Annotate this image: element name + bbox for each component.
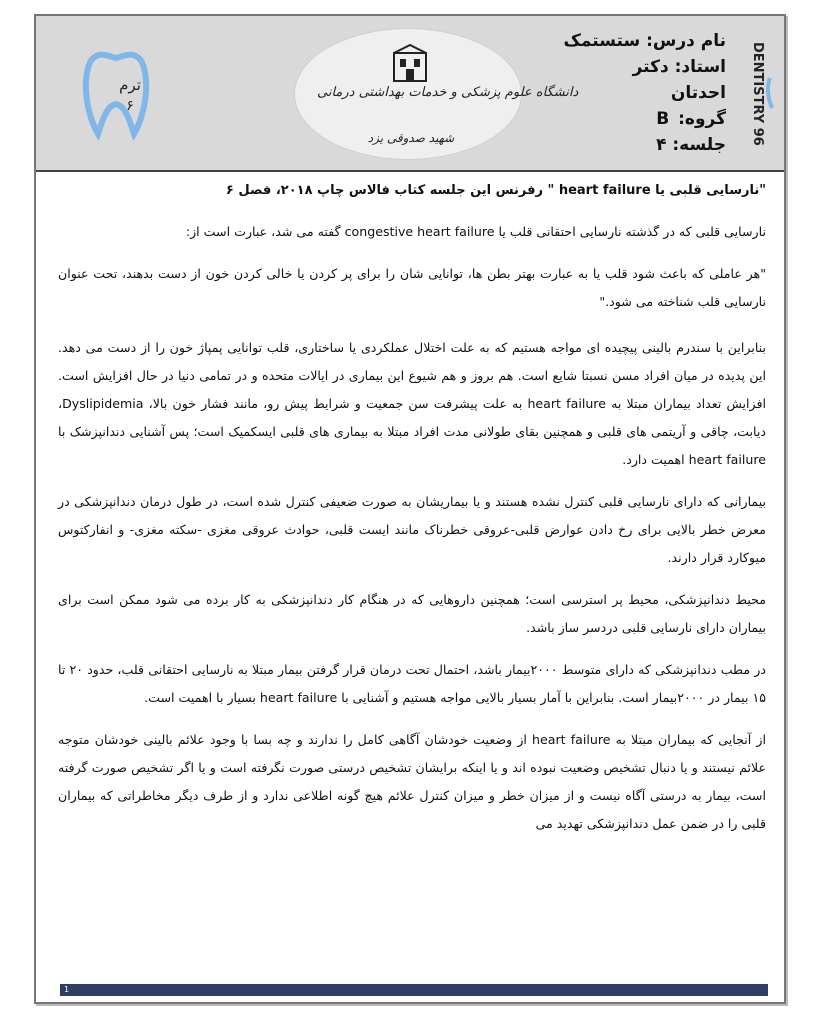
teacher-name: احدتان: [670, 83, 726, 103]
paragraph-statistics: در مطب دندانپزشکی که دارای متوسط ۲۰۰۰بیمار باشد، احتمال تحت درمان قرار گرفتن بیمار مبتلا به نارسایی احتقانی قلب، حدود ۲۰ تا ۱۵ بیمار در ۲۰۰۰بیمار است. بنابراین با آمار بسیار بالایی مواجه هستیم و آشنایی با heart failure بسیار با اهمیت است.: [58, 662, 766, 705]
paragraph-definition-intro: نارسایی قلبی که در گذشته نارسایی احتقانی قلب یا congestive heart failure گفته می شد، عبارت است از:: [185, 224, 766, 239]
paragraph-dental-environment: محیط دندانپزشکی، محیط پر استرسی است؛ همچنین داروهایی که در هنگام کار دندانپزشکی به کار برده می شود ممکن است برای بیماران دارای نارسایی قلبی دردسر ساز باشد.: [58, 592, 766, 635]
university-logo: [294, 28, 579, 160]
group-label: گروه: B: [656, 109, 726, 129]
page-header: [36, 16, 784, 172]
paragraph-uncontrolled-patients: بیمارانی که دارای نارسایی قلبی کنترل نشده هستند و یا بیماریشان به صورت ضعیفی کنترل شده است، در طول درمان دندانپزشکی در معرض خطر بالایی برای رخ دادن عوارض قلبی-عروقی خطرناک مانند ایست قلبی، حوادث عروقی مغزی -سکته مغزی- و انفارکتوس میوکارد قرار دارند.: [58, 494, 766, 565]
page-number: 1: [64, 985, 70, 994]
footer-bar: [60, 984, 768, 996]
document-body: [58, 180, 766, 852]
paragraph-clinical-syndrome: بنابراین با سندرم بالینی پیچیده ای مواجه هستیم که به علت اختلال عملکردی یا ساختاری، قلب توانایی پمپاژ خون را از دست می دهد. این پدیده در میان افراد مسن نسبتا شایع است. هم بروز و هم شیوع این بیماری در ایالات متحده و در تمامی دنیا در حال افزایش است. افزایش تعداد بیماران مبتلا به heart failure به علت پیشرفت سن جمعیت و شرایط پیش رو، مانند فشار خون بالا، Dyslipidemia، دیابت، چاقی و آریتمی های قلبی و همچنین بقای طولانی مدت افراد مبتلا به بیماری های قلبی ایسکمیک است؛ پس آشنایی دندانپزشک با heart failure اهمیت دارد.: [58, 340, 766, 467]
term-label: ترم: [119, 76, 141, 94]
course-info: [506, 28, 726, 158]
paragraph-patient-awareness: از آنجایی که بیماران مبتلا به heart failure از وضعیت خودشان آگاهی کامل را ندارند و چه بسا با وجود علائم بالینی خودشان متوجه علائم نیستند و یا دنبال تشخیص وضعیت نبوده اند و یا اینکه برایشان تشخیص درستی صورت نگرفته است و یا اگر تشخیص صورت گرفته است، بیمار به درستی آگاه نیست و از میزان خطر و میزان کنترل علائم هیچ گونه اطلاعی ندارد و از طرف دیگر مخاطراتی که بیماران قلبی را در ضمن عمل دندانپزشکی تهدید می: [58, 732, 766, 831]
dentistry-tag-text: DENTISTRY 96: [750, 42, 765, 146]
paragraph-definition-quote: "هر عاملی که باعث شود قلب یا به عبارت بهتر بطن ها، توانایی شان را برای پر کردن یا خالی کردن خون از دست بدهند، تحت عنوان نارسایی قلب شناخته می شود.": [58, 266, 766, 309]
session-label: جلسه: ۴: [656, 135, 726, 155]
term-number: ۶: [126, 98, 134, 114]
logo-text-main: دانشگاه علوم پزشکی و خدمات بهداشتی درمانی: [317, 85, 579, 100]
university-building-icon: [391, 43, 429, 83]
teacher-title: استاد: دکتر: [632, 57, 726, 77]
dentistry-tag-icon: [740, 38, 780, 158]
course-name: نام درس: ستستمک: [563, 31, 726, 51]
document-page: [34, 14, 786, 1004]
logo-text-sub: شهید صدوقی یزد: [367, 131, 455, 145]
document-title: "نارسایی قلبی یا heart failure " رفرنس این جلسه کتاب فالاس چاپ ۲۰۱۸، فصل ۶: [225, 183, 766, 198]
